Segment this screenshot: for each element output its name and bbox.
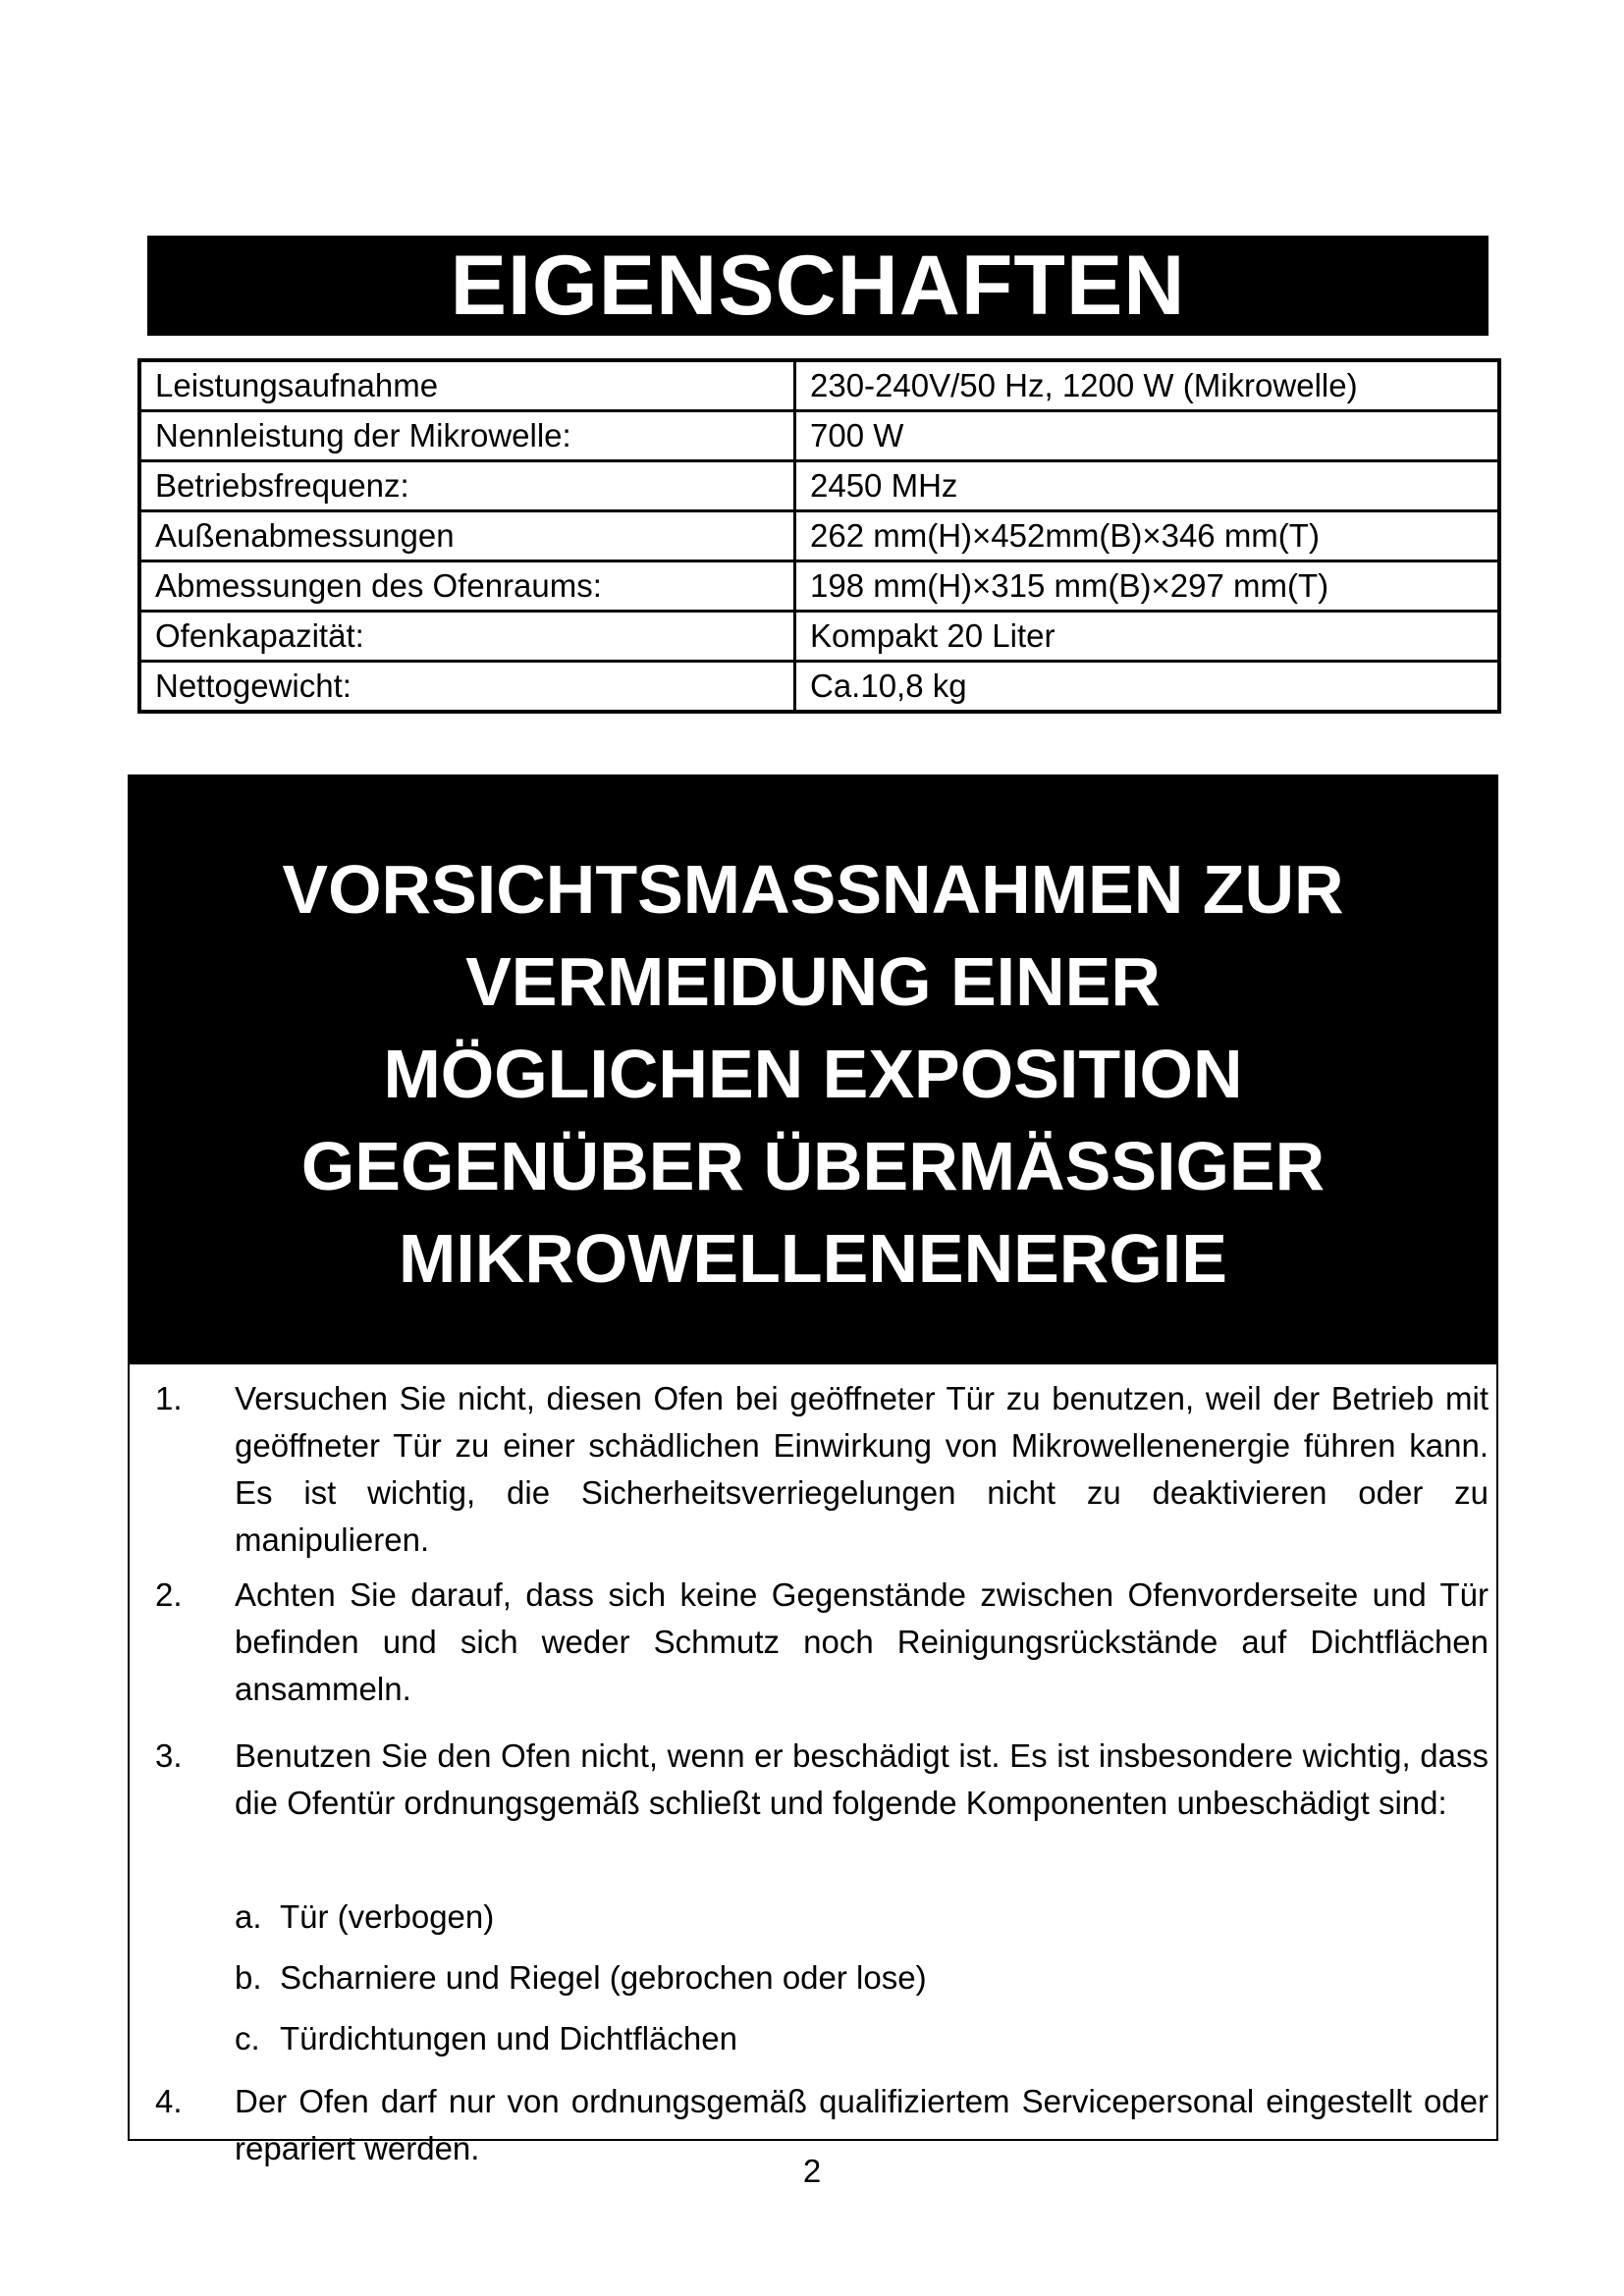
table-row (139, 662, 1499, 713)
spec-label: Nennleistung der Mikrowelle: (139, 411, 795, 461)
caution-heading-line: MÖGLICHEN EXPOSITION (383, 1035, 1243, 1112)
table-row (139, 511, 1499, 561)
spec-value: Kompakt 20 Liter (795, 612, 1500, 662)
page-number: 2 (802, 2153, 822, 2189)
sub-list-text: Scharniere und Riegel (gebrochen oder lose) (280, 1959, 927, 1996)
spec-label: Ofenkapazität: (139, 612, 795, 662)
sub-list-letter: b. (235, 1959, 262, 1996)
caution-heading (130, 776, 1496, 1364)
caution-heading-line: MIKROWELLENENERGIE (399, 1219, 1227, 1297)
list-item (130, 1572, 1496, 1729)
caution-heading-line: VERMEIDUNG EINER (465, 942, 1161, 1020)
sub-list-item (130, 1954, 1496, 2015)
spec-value: 198 mm(H)×315 mm(B)×297 mm(T) (795, 561, 1500, 612)
spec-value: 2450 MHz (795, 461, 1500, 511)
list-item-number: 2. (155, 1576, 183, 1613)
caution-heading-line: GEGENÜBER ÜBERMÄSSIGER (300, 1127, 1326, 1204)
table-row (139, 411, 1499, 461)
spec-table (137, 358, 1501, 714)
list-item-number: 1. (155, 1380, 183, 1416)
spec-label: Nettogewicht: (139, 662, 795, 713)
list-item-text: Achten Sie darauf, dass sich keine Gegenstände zwischen Ofenvorderseite und Tür befinden und sich weder Schmutz noch Reinigungsrückstände auf Dichtflächen ansammeln. (235, 1576, 1489, 1707)
sub-list-text: Türdichtungen und Dichtflächen (280, 2020, 737, 2056)
sub-list-text: Tür (verbogen) (280, 1898, 495, 1935)
table-row (139, 461, 1499, 511)
caution-section (128, 774, 1498, 2166)
spec-value: 230-240V/50 Hz, 1200 W (Mikrowelle) (795, 360, 1500, 411)
list-item (130, 1375, 1496, 1568)
section-title: EIGENSCHAFTEN (147, 236, 1489, 336)
sub-list-letter: a. (235, 1898, 262, 1935)
table-row (139, 612, 1499, 662)
list-item (130, 1733, 1496, 1894)
spec-value: 262 mm(H)×452mm(B)×346 mm(T) (795, 511, 1500, 561)
table-row (139, 561, 1499, 612)
spec-label: Außenabmessungen (139, 511, 795, 561)
caution-heading-line: VORSICHTSMASSNAHMEN ZUR (282, 850, 1344, 928)
sub-list-item (130, 2015, 1496, 2076)
spec-label: Betriebsfrequenz: (139, 461, 795, 511)
spec-value: 700 W (795, 411, 1500, 461)
list-item-number: 4. (155, 2083, 183, 2119)
list-item-text: Der Ofen darf nur von ordnungsgemäß qualifiziertem Servicepersonal eingestellt oder repariert werden. (235, 2083, 1489, 2166)
sub-list-item (130, 1894, 1496, 1954)
caution-list (130, 1375, 1496, 2176)
list-item-text: Versuchen Sie nicht, diesen Ofen bei geöffneter Tür zu benutzen, weil der Betrieb mit geöffneter Tür zu einer schädlichen Einwirkung von Mikrowellenenergie führen kann. Es ist wichtig, die Sicherheitsverriegelungen nicht zu deaktivieren oder zu manipulieren. (235, 1380, 1489, 1558)
list-item-number: 3. (155, 1737, 183, 1774)
spec-label: Abmessungen des Ofenraums: (139, 561, 795, 612)
spec-value: Ca.10,8 kg (795, 662, 1500, 713)
spec-label: Leistungsaufnahme (139, 360, 795, 411)
list-item-text: Benutzen Sie den Ofen nicht, wenn er beschädigt ist. Es ist insbesondere wichtig, dass die Ofentür ordnungsgemäß schließt und folgende Komponenten unbeschädigt sind: (235, 1737, 1489, 1821)
sub-list-letter: c. (235, 2020, 260, 2056)
table-row (139, 360, 1499, 411)
